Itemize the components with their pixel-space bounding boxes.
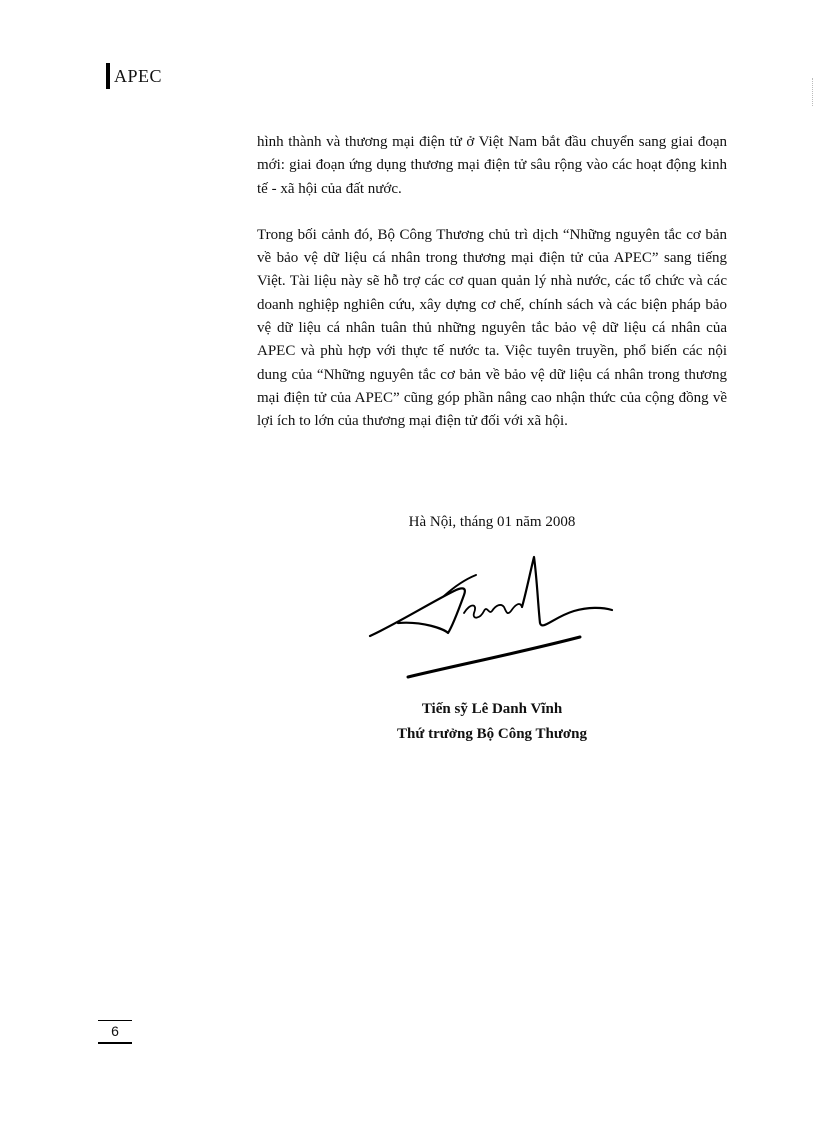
page-edge-mark: [812, 78, 814, 106]
header-title: APEC: [114, 66, 163, 86]
signature-image: [368, 553, 618, 683]
signer-name: Tiến sỹ Lê Danh Vĩnh: [421, 701, 563, 717]
page-number: 6: [98, 1020, 132, 1044]
running-header: [106, 63, 162, 89]
header-bar: [106, 63, 110, 89]
body-text: [257, 131, 727, 434]
signer-block: [257, 697, 727, 747]
place-date: Hà Nội, tháng 01 năm 2008: [408, 514, 576, 530]
signer-title: Thứ trưởng Bộ Công Thương: [396, 726, 588, 742]
paragraph-1: hình thành và thương mại điện tử ở Việt Nam bắt đầu chuyển sang giai đoạn mới: giai đoạn ứng dụng thương mại điện tử sâu rộng vào các hoạt động kinh tế - xã hội của đất nước.: [257, 134, 727, 197]
paragraph-2: Trong bối cảnh đó, Bộ Công Thương chủ trì dịch “Những nguyên tắc cơ bản về bảo vệ dữ liệu cá nhân trong thương mại điện tử của APEC” sang tiếng Việt. Tài liệu này sẽ hỗ trợ các cơ quan quản lý nhà nước, các tổ chức và các doanh nghiệp nghiên cứu, xây dựng cơ chế, chính sách và các biện pháp bảo vệ dữ liệu cá nhân tuân thủ những nguyên tắc bảo vệ dữ liệu cá nhân của APEC và phù hợp với thực tế nước ta. Việc tuyên truyền, phổ biến các nội dung của “Những nguyên tắc cơ bản về bảo vệ dữ liệu cá nhân trong thương mại điện tử của APEC” cũng góp phần nâng cao nhận thức của cộng đồng về lợi ích to lớn của thương mại điện tử đối với xã hội.: [257, 226, 727, 430]
